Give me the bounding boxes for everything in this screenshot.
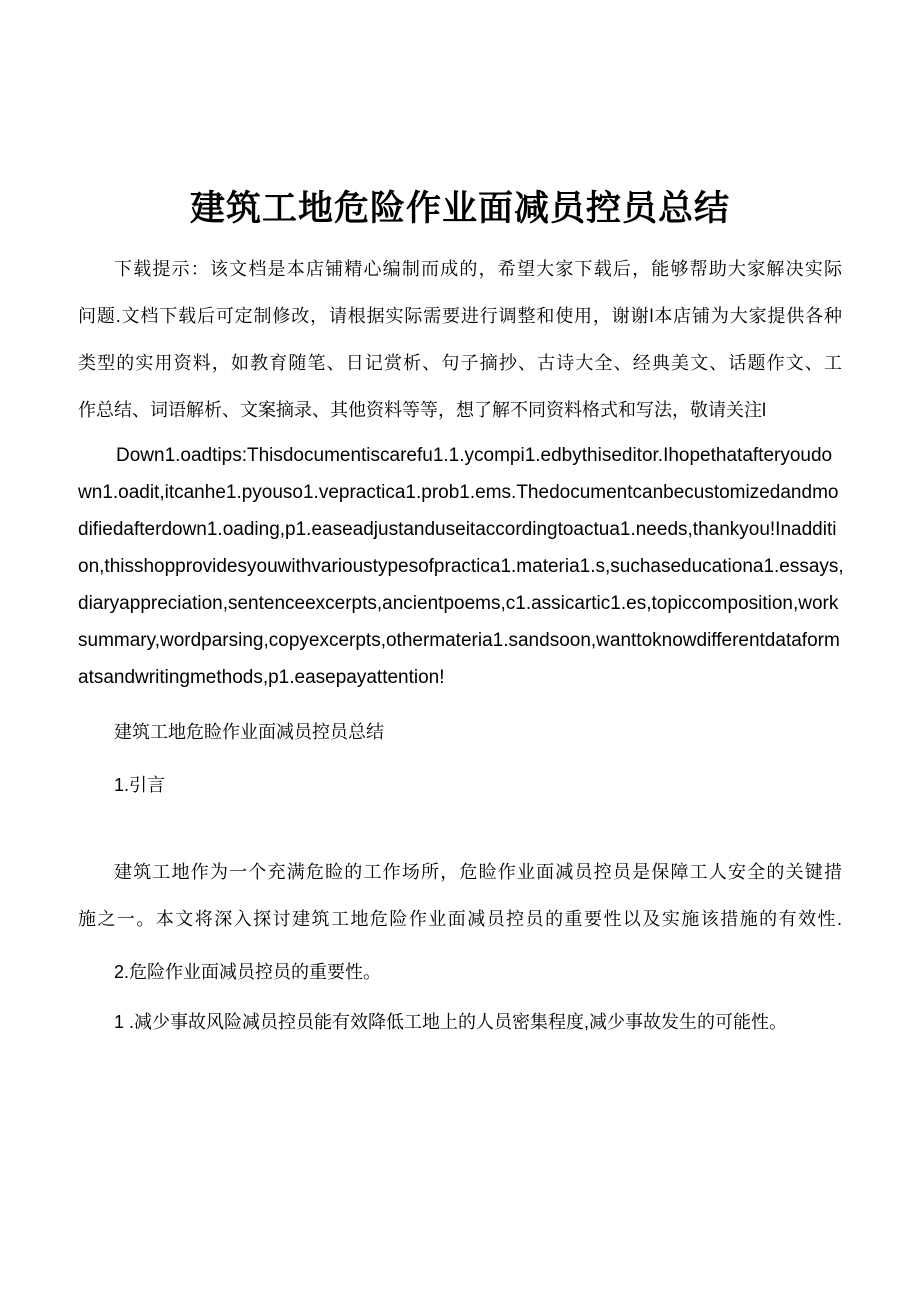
notice-en-line-4: on,thisshopprovidesyouwithvarioustypesofpractica1.materia1.s,suchaseducationa1.essays, <box>78 556 844 577</box>
notice-cn-line-2: 问题.文档下载后可定制修改，请根据实际需要进行调整和使用，谢谢l本店铺为大家提供各种 <box>78 306 842 326</box>
intro-line-2: 施之一。本文将深入探讨建筑工地危险作业面减员控员的重要性以及实施该措施的有效性. <box>78 909 842 929</box>
document-subtitle <box>78 709 842 756</box>
subtitle-text: 建筑工地危睑作业面减员控员总结 <box>114 722 384 742</box>
notice-en-line-2: wn1.oadit,itcanhe1.pyouso1.vepractica1.prob1.ems.Thedocumentcanbecustomizedandmo <box>78 482 839 503</box>
notice-en-line-1: Down1.oadtips:Thisdocumentiscarefu1.1.ycompi1.edbythiseditor.Ihopethatafteryoudo <box>116 445 833 466</box>
document-title: 建筑工地危险作业面减员控员总结 <box>189 189 730 228</box>
heading-intro-text: 1.引言 <box>114 775 166 795</box>
heading-importance-text: 2.危险作业面减员控员的重要性。 <box>114 962 382 982</box>
importance-item-1 <box>78 999 842 1046</box>
notice-cn-line-1: 下载提示：该文档是本店铺精心编制而成的，希望大家下载后，能够帮助大家解决实际 <box>114 259 842 279</box>
download-tips-english-paragraph <box>78 437 842 696</box>
notice-cn-line-3: 类型的实用资料，如教育随笔、日记赏析、句子摘抄、古诗大全、经典美文、话题作文、工 <box>78 353 842 373</box>
section-heading-importance <box>78 949 842 996</box>
section-heading-introduction <box>78 762 842 809</box>
notice-cn-line-4: 作总结、词语解析、文案摘录、其他资料等等，想了解不同资料格式和写法，敬请关注l <box>78 400 766 420</box>
introduction-paragraph <box>78 849 842 943</box>
notice-en-line-7: atsandwritingmethods,p1.easepayattention! <box>78 667 445 688</box>
document-content <box>0 186 920 1046</box>
notice-en-line-6: summary,wordparsing,copyexcerpts,othermateria1.sandsoon,wanttoknowdifferentdataform <box>78 630 840 651</box>
notice-en-line-3: difiedafterdown1.oading,p1.easeadjustanduseitaccordingtoactua1.needs,thankyou!Inadditi <box>78 519 837 540</box>
importance-item-1-text: 1 .减少事故风险减员控员能有效降低工地上的人员密集程度,减少事故发生的可能性。 <box>114 1012 788 1032</box>
intro-line-1: 建筑工地作为一个充满危睑的工作场所，危睑作业面减员控员是保障工人安全的关键措 <box>114 862 842 882</box>
notice-en-line-5: diaryappreciation,sentenceexcerpts,ancientpoems,c1.assicartic1.es,topiccomposition,work <box>78 593 839 614</box>
download-notice-paragraph <box>78 246 842 434</box>
